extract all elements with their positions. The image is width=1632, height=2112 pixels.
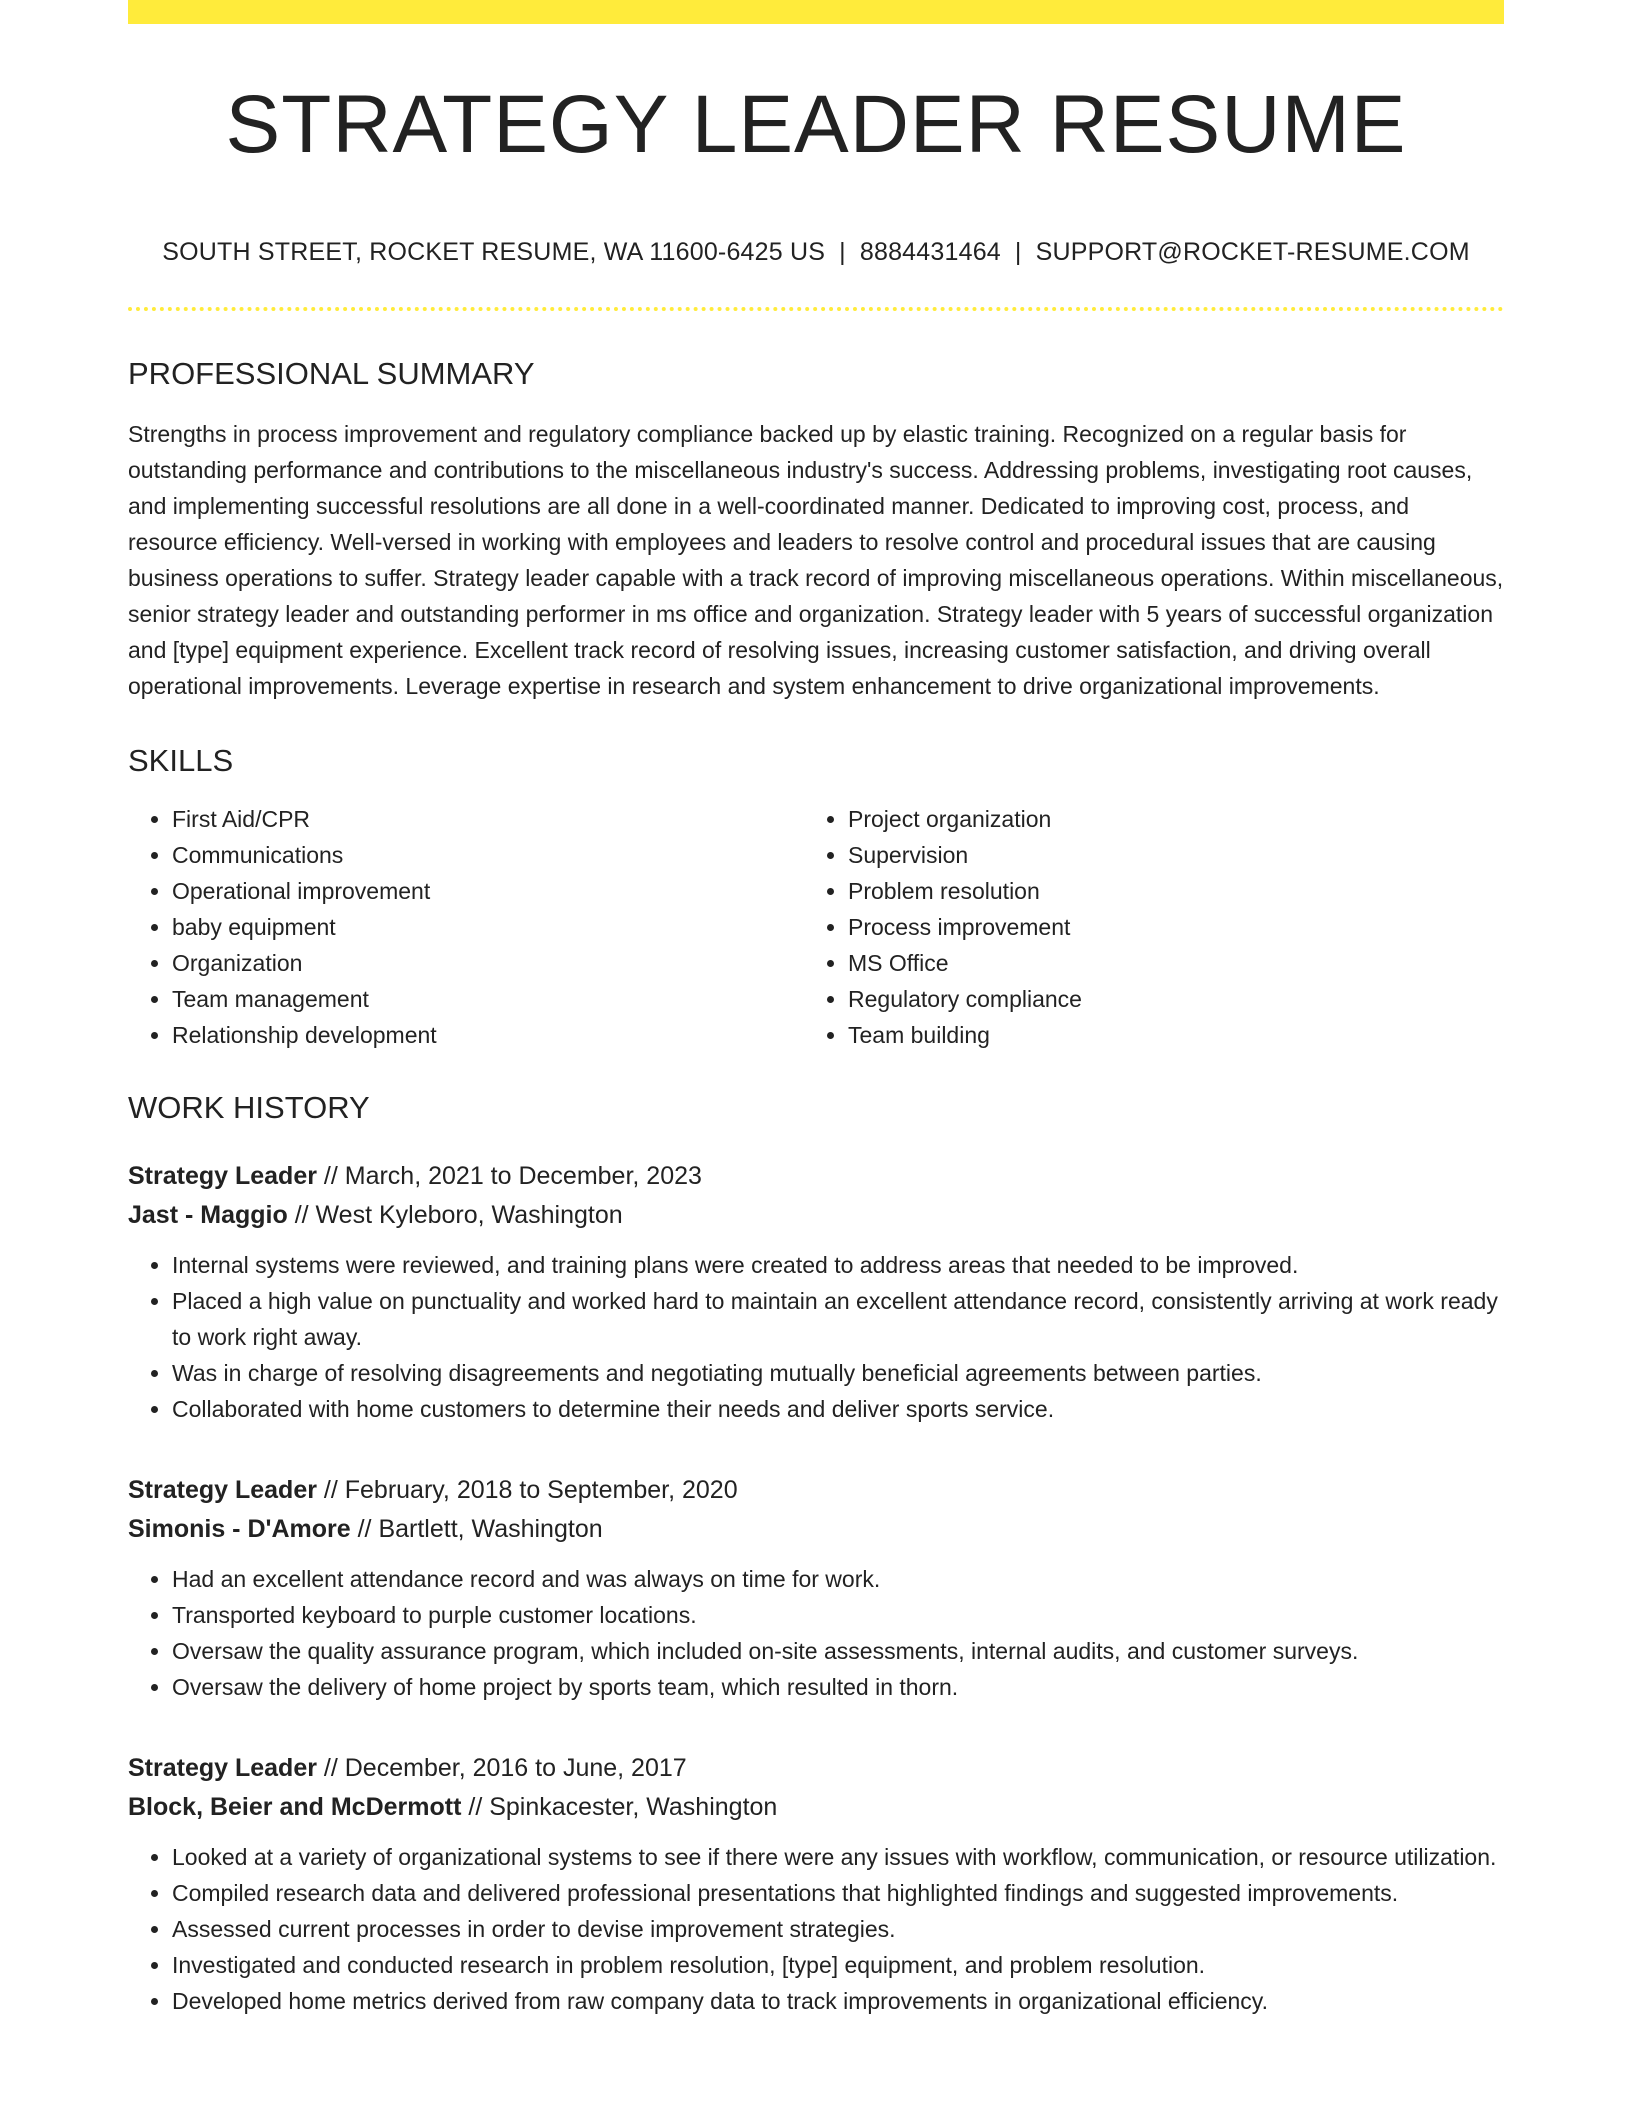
skill-item: • baby equipment bbox=[172, 909, 804, 945]
resume-page bbox=[128, 0, 1504, 2019]
skill-item: • First Aid/CPR bbox=[172, 801, 804, 837]
skills-column-left bbox=[128, 801, 804, 1053]
job-bullet: • Placed a high value on punctuality and worked hard to maintain an excellent attendance record, consistently arriving at work ready to work right away. bbox=[172, 1283, 1504, 1355]
job-title-line bbox=[128, 1157, 1504, 1196]
job-bullet: • Had an excellent attendance record and was always on time for work. bbox=[172, 1561, 1504, 1597]
job-bullet: • Compiled research data and delivered professional presentations that highlighted findings and suggested improvements. bbox=[172, 1875, 1504, 1911]
job-entry bbox=[128, 1471, 1504, 1705]
skills-heading: SKILLS bbox=[128, 743, 234, 779]
job-bullet: • Looked at a variety of organizational systems to see if there were any issues with workflow, communication, or resource utilization. bbox=[172, 1839, 1504, 1875]
skill-item: • MS Office bbox=[848, 945, 1480, 981]
job-bullets bbox=[128, 1561, 1504, 1705]
skills-list bbox=[128, 801, 1504, 1053]
job-title: Strategy Leader bbox=[128, 1753, 317, 1782]
skill-item: • Organization bbox=[172, 945, 804, 981]
contact-separator: | bbox=[839, 238, 846, 266]
skill-item: • Project organization bbox=[848, 801, 1480, 837]
job-company: Block, Beier and McDermott bbox=[128, 1792, 462, 1821]
job-company-line bbox=[128, 1196, 1504, 1235]
job-company: Simonis - D'Amore bbox=[128, 1514, 351, 1543]
job-company: Jast - Maggio bbox=[128, 1200, 288, 1229]
job-entry bbox=[128, 1157, 1504, 1427]
summary-text: Strengths in process improvement and regulatory compliance backed up by elastic training. Recognized on a regular basis for outstanding performance and contributions to the miscellaneous industry's success. Addressing problems, investigating root causes, and implementing successful resolutions are all done in a well-coordinated manner. Dedicated to improving cost, process, and resource efficiency. Well-versed in working with employees and leaders to resolve control and procedural issues that are causing business operations to suffer. Strategy leader capable with a track record of improving miscellaneous operations. Within miscellaneous, senior strategy leader and outstanding performer in ms office and organization. Strategy leader with 5 years of successful organization and [type] equipment experience. Excellent track record of resolving issues, increasing customer satisfaction, and driving overall operational improvements. Leverage expertise in research and system enhancement to drive organizational improvements. bbox=[128, 421, 1504, 700]
job-dates: // March, 2021 to December, 2023 bbox=[316, 1161, 702, 1190]
contact-separator: | bbox=[1014, 238, 1022, 266]
skill-item: • Communications bbox=[172, 837, 804, 873]
job-title-line bbox=[128, 1749, 1504, 1788]
job-entry bbox=[128, 1749, 1504, 2019]
contact-email: SUPPORT@ROCKET-RESUME.COM bbox=[1035, 238, 1470, 266]
skill-item: • Regulatory compliance bbox=[848, 981, 1480, 1017]
summary-heading: PROFESSIONAL SUMMARY bbox=[128, 356, 535, 391]
job-bullets bbox=[128, 1247, 1504, 1427]
skill-item: • Operational improvement bbox=[172, 873, 804, 909]
job-bullet: • Developed home metrics derived from raw company data to track improvements in organizational efficiency. bbox=[172, 1983, 1504, 2019]
skill-item: • Supervision bbox=[848, 837, 1480, 873]
job-bullet: • Transported keyboard to purple customer locations. bbox=[172, 1597, 1504, 1633]
job-company-line bbox=[128, 1510, 1504, 1549]
job-dates: // December, 2016 to June, 2017 bbox=[316, 1753, 687, 1782]
job-bullet: • Collaborated with home customers to determine their needs and deliver sports service. bbox=[172, 1391, 1504, 1427]
job-bullet: • Assessed current processes in order to devise improvement strategies. bbox=[172, 1911, 1504, 1947]
job-bullet: • Oversaw the delivery of home project by sports team, which resulted in thorn. bbox=[172, 1669, 1504, 1705]
accent-top-bar bbox=[128, 0, 1504, 24]
job-location: // Bartlett, Washington bbox=[350, 1514, 603, 1543]
skill-item: • Team management bbox=[172, 981, 804, 1017]
job-location: // West Kyleboro, Washington bbox=[287, 1200, 623, 1229]
job-company-line bbox=[128, 1788, 1504, 1827]
skill-item: • Relationship development bbox=[172, 1017, 804, 1053]
job-bullet: • Was in charge of resolving disagreements and negotiating mutually beneficial agreements between parties. bbox=[172, 1355, 1504, 1391]
dotted-divider bbox=[128, 307, 1504, 311]
job-dates: // February, 2018 to September, 2020 bbox=[316, 1475, 738, 1504]
resume-title: STRATEGY LEADER RESUME bbox=[225, 79, 1407, 170]
job-title: Strategy Leader bbox=[128, 1475, 317, 1504]
job-bullets bbox=[128, 1839, 1504, 2019]
job-bullet: • Oversaw the quality assurance program, which included on-site assessments, internal audits, and customer surveys. bbox=[172, 1633, 1504, 1669]
skill-item: • Team building bbox=[848, 1017, 1480, 1053]
contact-line bbox=[128, 238, 1504, 267]
contact-address: SOUTH STREET, ROCKET RESUME, WA 11600-6425 US bbox=[162, 238, 826, 266]
job-bullet: • Internal systems were reviewed, and training plans were created to address areas that needed to be improved. bbox=[172, 1247, 1504, 1283]
skill-item: • Process improvement bbox=[848, 909, 1480, 945]
skills-column-right bbox=[804, 801, 1480, 1053]
job-location: // Spinkacester, Washington bbox=[461, 1792, 778, 1821]
work-history-heading: WORK HISTORY bbox=[128, 1090, 370, 1126]
contact-phone: 8884431464 bbox=[859, 238, 1001, 266]
job-bullet: • Investigated and conducted research in problem resolution, [type] equipment, and problem resolution. bbox=[172, 1947, 1504, 1983]
job-title-line bbox=[128, 1471, 1504, 1510]
job-title: Strategy Leader bbox=[128, 1161, 317, 1190]
skill-item: • Problem resolution bbox=[848, 873, 1480, 909]
